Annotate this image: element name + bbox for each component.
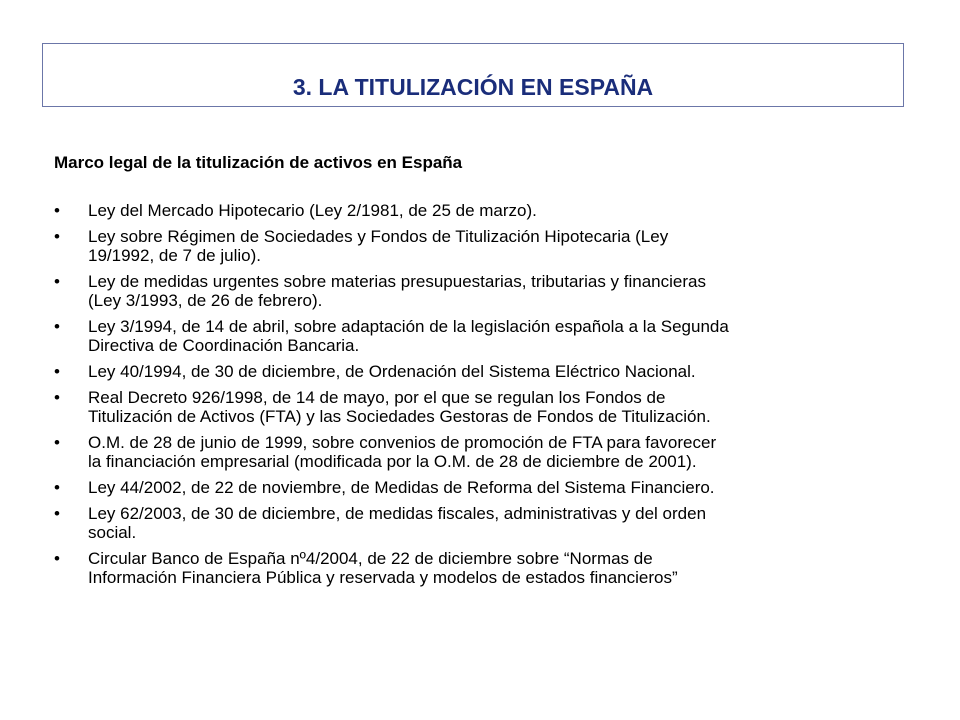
list-item — [54, 201, 904, 220]
list-item-text: Información Financiera Pública y reservada y modelos de estados financieros” — [88, 568, 678, 587]
list-item — [54, 227, 904, 265]
list-item-text: Circular Banco de España nº4/2004, de 22 de diciembre sobre “Normas de — [88, 549, 653, 568]
legal-framework-list — [54, 201, 904, 594]
list-item-text: Real Decreto 926/1998, de 14 de mayo, por el que se regulan los Fondos de — [88, 388, 666, 407]
bullet-icon: • — [54, 201, 60, 220]
bullet-icon: • — [54, 549, 60, 568]
list-item — [54, 362, 904, 381]
bullet-icon: • — [54, 504, 60, 523]
list-item — [54, 272, 904, 310]
list-item-text: Titulización de Activos (FTA) y las Sociedades Gestoras de Fondos de Titulización. — [88, 407, 711, 426]
list-item-text: 19/1992, de 7 de julio). — [88, 246, 261, 265]
bullet-icon: • — [54, 317, 60, 336]
list-item-text: la financiación empresarial (modificada por la O.M. de 28 de diciembre de 2001). — [88, 452, 697, 471]
list-item-text: Ley de medidas urgentes sobre materias presupuestarias, tributarias y financieras — [88, 272, 706, 291]
bullet-icon: • — [54, 362, 60, 381]
list-item-text: Directiva de Coordinación Bancaria. — [88, 336, 360, 355]
section-subtitle: Marco legal de la titulización de activos en España — [54, 153, 463, 172]
list-item-text: (Ley 3/1993, de 26 de febrero). — [88, 291, 323, 310]
bullet-icon: • — [54, 227, 60, 246]
list-item — [54, 549, 904, 587]
list-item-text: O.M. de 28 de junio de 1999, sobre convenios de promoción de FTA para favorecer — [88, 433, 717, 452]
bullet-icon: • — [54, 272, 60, 291]
list-item-text: Ley 40/1994, de 30 de diciembre, de Ordenación del Sistema Eléctrico Nacional. — [88, 362, 696, 381]
list-item — [54, 388, 904, 426]
list-item-text: Ley 44/2002, de 22 de noviembre, de Medidas de Reforma del Sistema Financiero. — [88, 478, 715, 497]
list-item-text: social. — [88, 523, 137, 542]
list-item-text: Ley sobre Régimen de Sociedades y Fondos de Titulización Hipotecaria (Ley — [88, 227, 669, 246]
list-item-text: Ley del Mercado Hipotecario (Ley 2/1981, de 25 de marzo). — [88, 201, 537, 220]
title-box — [42, 43, 904, 107]
list-item — [54, 478, 904, 497]
list-item-text: Ley 62/2003, de 30 de diciembre, de medidas fiscales, administrativas y del orden — [88, 504, 707, 523]
page-title: 3. LA TITULIZACIÓN EN ESPAÑA — [292, 74, 654, 100]
list-item-text: Ley 3/1994, de 14 de abril, sobre adaptación de la legislación española a la Segunda — [88, 317, 729, 336]
list-item — [54, 504, 904, 542]
list-item — [54, 317, 904, 355]
bullet-icon: • — [54, 478, 60, 497]
list-item — [54, 433, 904, 471]
bullet-icon: • — [54, 433, 60, 452]
bullet-icon: • — [54, 388, 60, 407]
